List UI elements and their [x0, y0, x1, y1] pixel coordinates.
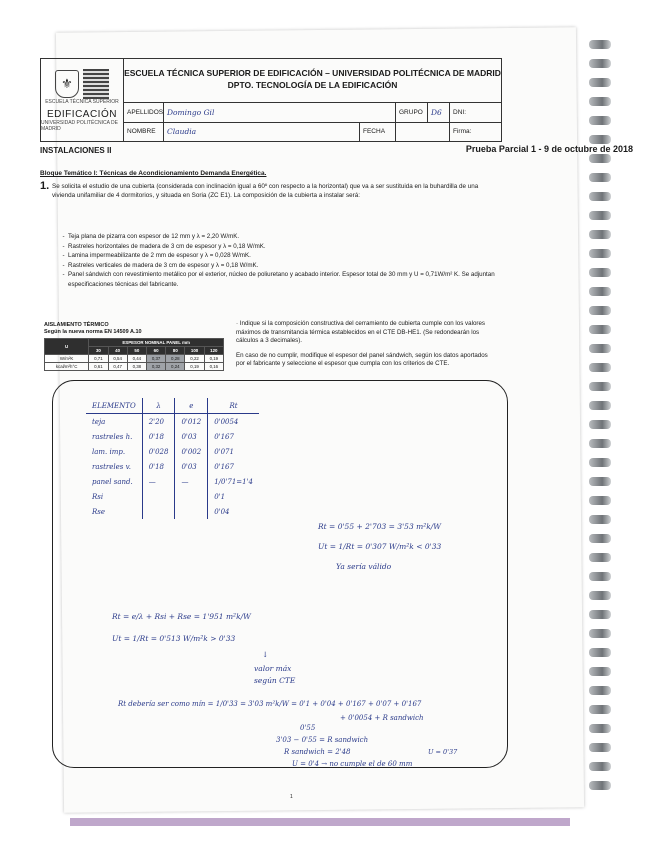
dni-field[interactable]: DNI: [453, 108, 466, 116]
question-number: 1. [40, 180, 50, 192]
spec-cell: 0,44 [127, 355, 146, 363]
spiral-ring [589, 40, 611, 49]
spec-thickness: 80 [166, 347, 185, 355]
spec-cell: 0,54 [108, 355, 127, 363]
spiral-ring [589, 325, 611, 334]
table-row [45, 363, 224, 371]
school-line2: DPTO. TECNOLOGÍA DE LA EDIFICACIÓN [227, 80, 398, 90]
layer-list [58, 232, 508, 289]
spiral-ring [589, 572, 611, 581]
spec-cell: 0,22 [185, 355, 204, 363]
spec-thickness: 50 [127, 347, 146, 355]
spec-thickness: 30 [89, 347, 108, 355]
list-item: - Panel sándwich con revestimiento metálico por el exterior, núcleo de poliuretano y acabado interior. Espesor total de 30 mm y U = 0,71W/m² K. Se adjuntan especificaciones técnicas del fabricante. [68, 270, 508, 289]
spec-cell: 0,19 [204, 355, 223, 363]
instruction-2: En caso de no cumplir, modifique el espesor del panel sándwich, según los datos aportados por el fabricante y seleccione el espesor que cumpla con los criterios de CTE. [236, 351, 488, 368]
spiral-ring [589, 705, 611, 714]
spiral-ring [589, 781, 611, 790]
crest-icon: ⚜ [55, 70, 79, 98]
calc-table [86, 398, 259, 519]
spiral-ring [589, 249, 611, 258]
calc-header: λ [142, 398, 175, 414]
spiral-ring [589, 420, 611, 429]
spiral-binding [589, 40, 615, 800]
spec-thickness: 100 [185, 347, 204, 355]
spiral-ring [589, 667, 611, 676]
spec-title-norm: Según la nueva norma EN 14509 A.10 [44, 329, 142, 335]
spiral-ring [589, 154, 611, 163]
spiral-ring [589, 553, 611, 562]
hw-min-3: 0'55 [300, 724, 316, 732]
logo-subtitle: UNIVERSIDAD POLITÉCNICA DE MADRID [41, 119, 118, 132]
spec-cell: 0,47 [108, 363, 127, 371]
spec-thickness: 40 [108, 347, 127, 355]
hw-arrow: ↓ [262, 650, 269, 659]
fecha-field[interactable] [396, 123, 450, 142]
hw-right-valid: Ya sería válido [336, 562, 392, 571]
spiral-ring [589, 686, 611, 695]
logo-text: EDIFICACIÓN [47, 108, 117, 120]
calc-header: e [175, 398, 208, 414]
spec-cell: 0,28 [166, 355, 185, 363]
spiral-ring [589, 477, 611, 486]
grupo-field[interactable]: D6 [428, 103, 450, 122]
table-row: Rse 0'04 [86, 504, 259, 519]
block-title: Bloque Temático I: Técnicas de Acondicionamiento Demanda Energética. [40, 170, 267, 177]
spiral-ring [589, 59, 611, 68]
page-number: 1 [290, 794, 293, 800]
hw-ut-formula: Ut = 1/Rt = 0'513 W/m²k > 0'33 [112, 634, 236, 643]
firma-field[interactable]: Firma: [453, 128, 472, 136]
spiral-ring [589, 515, 611, 524]
spiral-ring [589, 439, 611, 448]
calc-header: Rt [208, 398, 259, 414]
question-text: Se solicita el estudio de una cubierta (considerada con inclinación igual a 60º con respecto a la horizontal) que va a ser sustituida en la buhardilla de una vivienda unifamiliar de 4 dormitorios, y situada en Soria (ZC E1). La composición de la cubierta a instalar será: [52, 183, 479, 199]
logo-small-text: ESCUELA TÉCNICA SUPERIOR [45, 98, 119, 105]
list-item: - Rastreles horizontales de madera de 3 cm de espesor y λ = 0,18 W/mK. [68, 242, 508, 252]
list-item: - Rastreles verticales de madera de 3 cm de espesor y λ = 0,18 W/mK. [68, 261, 508, 271]
grupo-label: GRUPO [396, 103, 428, 122]
instructions [236, 320, 498, 369]
nombre-field[interactable]: Claudia [164, 123, 360, 142]
spiral-ring [589, 382, 611, 391]
folder-edge [70, 818, 570, 826]
spec-cell: 0,37 [146, 355, 165, 363]
spec-table [44, 338, 224, 371]
spec-cell: 0,71 [89, 355, 108, 363]
exam-title: Prueba Parcial 1 - 9 de octubre de 2018 [465, 144, 633, 154]
apellidos-field[interactable]: Domingo Gil [164, 103, 396, 122]
spiral-ring [589, 534, 611, 543]
spiral-ring [589, 192, 611, 201]
hw-right-ut: Ut = 1/Rt = 0'307 W/m²k < 0'33 [318, 542, 442, 551]
spiral-ring [589, 762, 611, 771]
table-row: Rsi 0'1 [86, 489, 259, 504]
spiral-ring [589, 724, 611, 733]
spiral-ring [589, 268, 611, 277]
spiral-ring [589, 135, 611, 144]
hw-note-max: valor máx [254, 664, 292, 673]
spec-cell: 0,24 [166, 363, 185, 371]
spiral-ring [589, 458, 611, 467]
spec-title-main: AISLAMIENTO TÉRMICO [44, 322, 109, 328]
spiral-ring [589, 230, 611, 239]
spec-unit: W/m²K [45, 355, 89, 363]
spec-cell: 0,38 [127, 363, 146, 371]
school-line1: ESCUELA TÉCNICA SUPERIOR DE EDIFICACIÓN – UNIVERSIDAD POLITÉCNICA DE MADRID [124, 68, 501, 78]
spiral-ring [589, 287, 611, 296]
spiral-ring [589, 97, 611, 106]
spec-title [44, 322, 142, 336]
hw-note-cte: según CTE [254, 676, 296, 685]
spec-unit: kcal/m²h°C [45, 363, 89, 371]
hw-min-4: 3'03 − 0'55 = R sandwich [276, 736, 369, 744]
table-row: teja 2'20 0'012 0'0054 [86, 414, 259, 430]
spec-cell: 0,16 [204, 363, 223, 371]
spec-cell: 0,19 [185, 363, 204, 371]
table-row: panel sand. — — 1/0'71=1'4 [86, 474, 259, 489]
spiral-ring [589, 363, 611, 372]
instruction-1: · Indique si la composición constructiva del cerramiento de cubierta cumple con los valores máximos de transmitancia térmica establecidos en el CTE DB-HE1. (Se redondearán los cálculos a 3 decimales). [236, 320, 485, 345]
spiral-ring [589, 306, 611, 315]
spiral-ring [589, 591, 611, 600]
hw-min-5: R sandwich = 2'48 [284, 748, 351, 756]
spiral-ring [589, 211, 611, 220]
building-icon [83, 69, 109, 99]
calc-header: ELEMENTO [86, 398, 142, 414]
spiral-ring [589, 629, 611, 638]
spiral-ring [589, 610, 611, 619]
spec-thickness: 120 [204, 347, 223, 355]
spec-column-head: ESPESOR NOMINAL PANEL mm [89, 339, 224, 347]
hw-min-1: Rt debería ser como mín = 1/0'33 = 3'03 m²k/W = 0'1 + 0'04 + 0'167 + 0'07 + 0'167 [118, 700, 422, 708]
spiral-ring [589, 344, 611, 353]
nombre-label: NOMBRE [124, 123, 164, 142]
course-title: INSTALACIONES II [40, 146, 112, 155]
apellidos-label: APELLIDOS [124, 103, 164, 122]
table-row: rastreles h. 0'18 0'03 0'167 [86, 429, 259, 444]
hw-side-note: U = 0'37 [428, 748, 458, 756]
spec-u-label: U [45, 339, 89, 355]
list-item: - Teja plana de pizarra con espesor de 12 mm y λ = 2,20 W/mK. [68, 232, 508, 242]
spiral-ring [589, 173, 611, 182]
spec-thickness: 60 [146, 347, 165, 355]
hw-rt-formula: Rt = e/λ + Rsi + Rse = 1'951 m²k/W [112, 612, 251, 621]
school-logo [41, 59, 124, 141]
spiral-ring [589, 78, 611, 87]
exam-header [40, 58, 502, 142]
table-row: lam. imp. 0'028 0'002 0'071 [86, 444, 259, 459]
school-title [124, 59, 501, 103]
spec-cell: 0,32 [146, 363, 165, 371]
spec-cell: 0,61 [89, 363, 108, 371]
spiral-ring [589, 401, 611, 410]
spiral-ring [589, 116, 611, 125]
hw-min-2: + 0'0054 + R sandwich [340, 714, 424, 722]
table-row [45, 355, 224, 363]
spiral-ring [589, 648, 611, 657]
hw-right-rt: Rt = 0'55 + 2'703 = 3'53 m²k/W [318, 522, 442, 531]
list-item: - Lamina impermeabilizante de 2 mm de espesor y λ = 0,028 W/mK. [68, 251, 508, 261]
hw-min-6: U = 0'4 → no cumple el de 60 mm [292, 760, 413, 768]
table-row: rastreles v. 0'18 0'03 0'167 [86, 459, 259, 474]
spiral-ring [589, 496, 611, 505]
fecha-label: FECHA [360, 123, 396, 142]
spiral-ring [589, 743, 611, 752]
